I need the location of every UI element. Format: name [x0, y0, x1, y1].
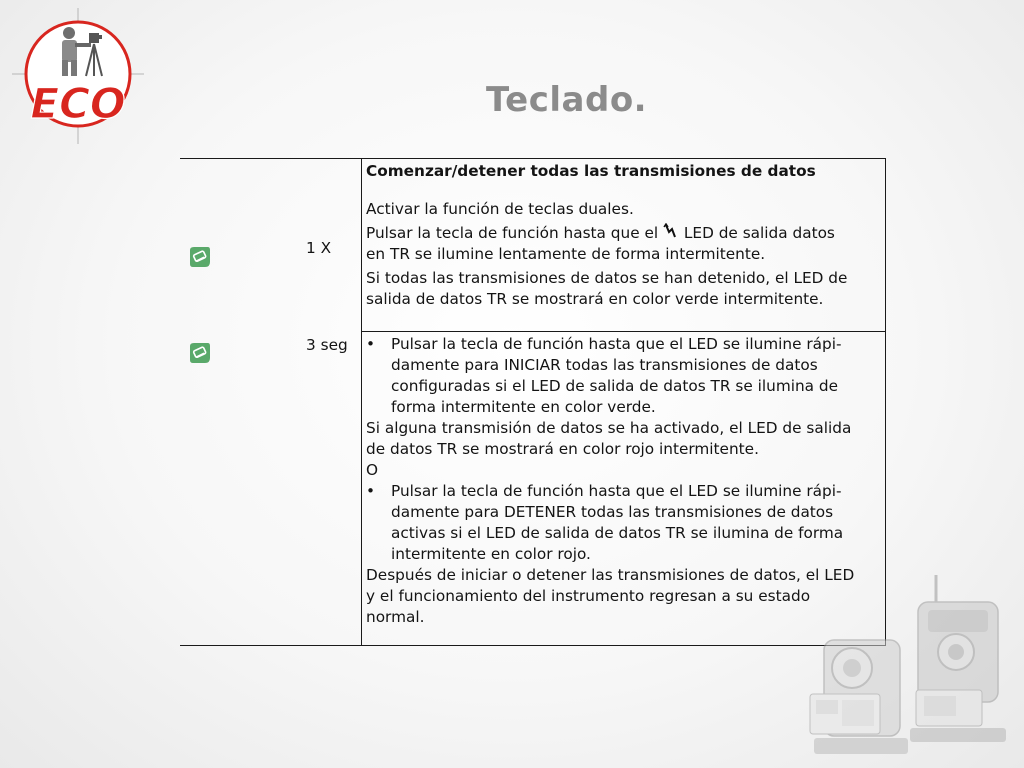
row1-p2-start: Pulsar la tecla de función hasta que el [366, 224, 659, 242]
row1-paragraph-3 [366, 268, 880, 310]
table-column-divider [361, 158, 362, 646]
total-station-illustration [806, 570, 1016, 760]
row2-paragraph-2 [366, 565, 880, 628]
bullet1-line4: forma intermitente en color verde. [391, 398, 656, 416]
function-key-icon [186, 340, 212, 366]
bullet-symbol: • [366, 482, 376, 500]
row2-paragraph-1 [366, 418, 880, 460]
row1-content [366, 161, 880, 310]
bullet2-line3: activas si el LED de salida de datos TR se ilumina de forma [391, 524, 844, 542]
row2-p1-line2: de datos TR se mostrará en color rojo intermitente. [366, 440, 759, 458]
eco-logo [12, 8, 144, 144]
bullet2-line2: damente para DETENER todas las transmisiones de datos [391, 503, 834, 521]
bullet2-line4: intermitente en color rojo. [391, 545, 591, 563]
bullet-item-start [366, 334, 880, 418]
table-border-top [180, 158, 886, 159]
bullet1-line3: configuradas si el LED de salida de datos TR se ilumina de [391, 377, 839, 395]
bullet-symbol: • [366, 335, 376, 353]
hold-duration-label: 3 seg [306, 336, 348, 354]
bullet2-line1: Pulsar la tecla de función hasta que el LED se ilumine rápi- [391, 482, 842, 500]
row1-p2-end: LED de salida datos [683, 224, 835, 242]
row1-p3-line2: salida de datos TR se mostrará en color verde intermitente. [366, 290, 824, 308]
function-key-icon [186, 244, 212, 270]
table-border-bottom [180, 645, 886, 646]
logo-text: ECO [30, 79, 126, 128]
slide-title: Teclado. [486, 80, 648, 120]
row1-paragraph-1: Activar la función de teclas duales. [366, 200, 634, 218]
bullet1-line1: Pulsar la tecla de función hasta que el LED se ilumine rápi- [391, 335, 842, 353]
row2-p2-line1: Después de iniciar o detener las transmisiones de datos, el LED [366, 566, 855, 584]
row2-content [366, 334, 880, 628]
lightning-led-icon [663, 223, 679, 241]
row1-p3-line1: Si todas las transmisiones de datos se han detenido, el LED de [366, 269, 848, 287]
row1-paragraph-2 [366, 223, 880, 265]
instruction-table [180, 158, 886, 646]
row1-p2-line2: en TR se ilumine lentamente de forma intermitente. [366, 245, 766, 263]
row2-p2-line2: y el funcionamiento del instrumento regresan a su estado [366, 587, 811, 605]
table-row-divider [361, 331, 886, 332]
press-count-label: 1 X [306, 239, 332, 257]
row2-p2-line3: normal. [366, 608, 425, 626]
bullet1-line2: damente para INICIAR todas las transmisiones de datos [391, 356, 818, 374]
section-heading: Comenzar/detener todas las transmisiones de datos [366, 162, 816, 180]
bullet-item-stop [366, 481, 880, 565]
row2-p1-line1: Si alguna transmisión de datos se ha activado, el LED de salida [366, 419, 852, 437]
or-separator: O [366, 461, 379, 479]
